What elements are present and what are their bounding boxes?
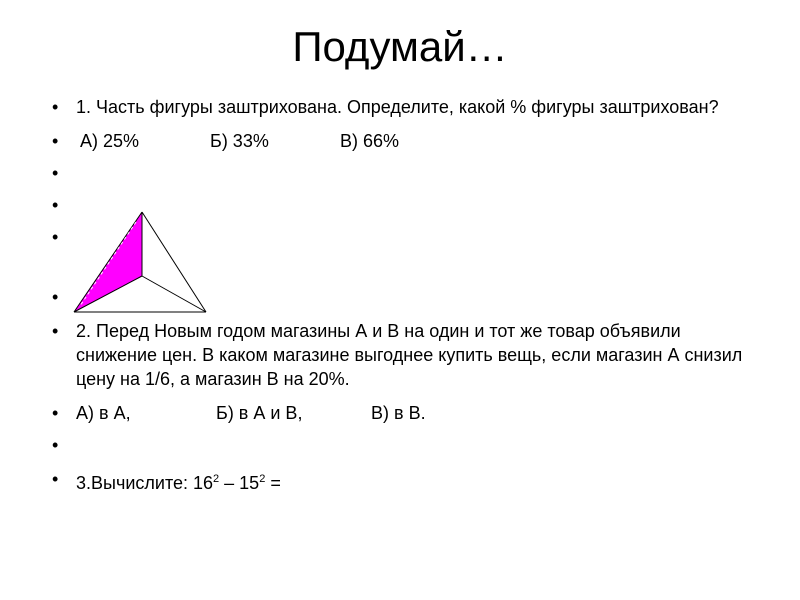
- q3-mid: – 15: [219, 473, 260, 493]
- question-2-text: 2. Перед Новым годом магазины А и В на один и тот же товар объявили снижение цен. В каком магазине выгоднее купить вещь, если магазин А снизил цену на 1/6, а магазин В на 20%.: [76, 321, 743, 389]
- q3-exponent-2: 2: [259, 473, 266, 485]
- option-1b: Б) 33%: [210, 131, 269, 151]
- option-2b: Б) в А и В,: [216, 403, 303, 423]
- option-2a: А) в А,: [76, 403, 131, 423]
- triangle-figure: [70, 208, 210, 316]
- question-1-options: [52, 129, 752, 153]
- median-line: [142, 276, 206, 312]
- question-2: [52, 319, 752, 391]
- empty-bullet: [52, 161, 752, 185]
- option-2c: В) в В.: [371, 403, 426, 423]
- triangle-edge: [142, 212, 206, 312]
- option-1a: А) 25%: [80, 131, 140, 151]
- question-3: [52, 467, 752, 495]
- question-1-text: 1. Часть фигуры заштрихована. Определите, какой % фигуры заштрихован?: [76, 97, 719, 117]
- q3-suffix: =: [265, 473, 281, 493]
- question-2-options: [52, 401, 752, 425]
- slide-title: Подумай…: [292, 23, 508, 70]
- option-1c: В) 66%: [340, 131, 400, 151]
- question-1: [52, 95, 752, 119]
- empty-bullet: [52, 433, 752, 457]
- q3-exponent-1: 2: [213, 473, 220, 485]
- q3-prefix: 3.Вычислите: 16: [76, 473, 214, 493]
